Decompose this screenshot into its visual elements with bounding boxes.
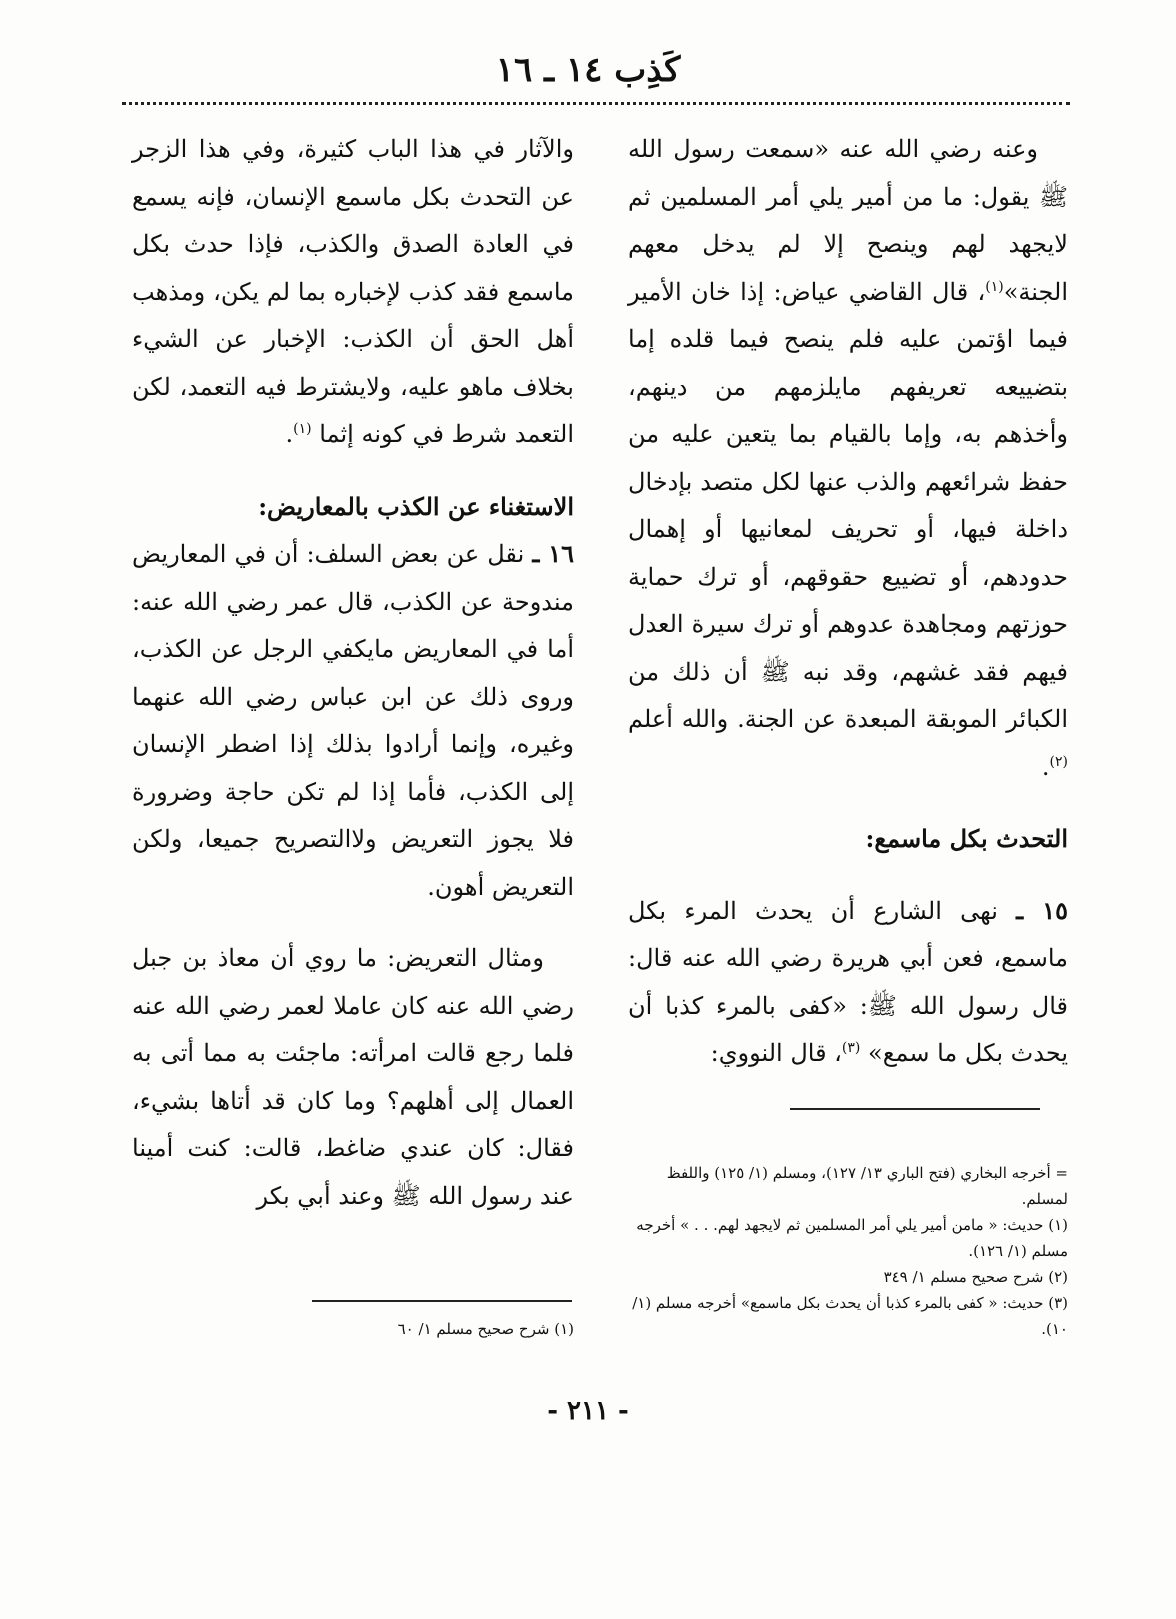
- footnote-rule-right: [790, 1108, 1040, 1110]
- running-title: كَذِب ١٤ ـ ١٦: [495, 50, 681, 90]
- footnote: (٢) شرح صحيح مسلم ١/ ٣٤٩: [883, 1268, 1068, 1286]
- footnote: = أخرجه البخاري (فتح الباري ١٣/ ١٢٧)، ومسلم (١/ ١٢٥) واللفظ لمسلم.: [666, 1164, 1068, 1208]
- section-heading: التحدث بكل ماسمع:: [865, 824, 1068, 853]
- paragraph-end: ، قال النووي:: [710, 1039, 842, 1067]
- footnote: (١) حديث: « مامن أمير يلي أمر المسلمين ثم لايجهد لهم. . . » أخرجه مسلم (١/ ١٢٦).: [636, 1216, 1068, 1260]
- footnote-ref: (١): [985, 278, 1004, 295]
- paragraph-16: [132, 530, 574, 911]
- section-number: ١٥ ـ: [1016, 895, 1068, 925]
- paragraph-text: نهى الشارع أن يحدث المرء بكل ماسمع، فعن أبي هريرة رضي الله عنه قال: قال رسول الله ﷺ: «كفى بالمرء كذبا أن يحدث بكل ما سمع»: [628, 896, 1068, 1067]
- footnote-ref: (١): [293, 421, 312, 437]
- left-column: [132, 126, 574, 1220]
- paragraph-text: ، قال القاضي عياض: إذا خان الأمير فيما اؤتمن عليه فلم ينصح فيما قلده إما بتضييعه تعريفهم مايلزمهم من دينهم، وأخذهم به، وإما بالقيام بما يتعين عليه من حفظ شرائعهم والذب عنها لكل متصد بإدخال داخلة فيها، أو تحريف لمعانيها أو إهمال حدودهم، أو تضييع حقوقهم، أو ترك حماية حوزتهم ومجاهدة عدوهم أو ترك سيرة العدل فيهم فقد غشهم، وقد نبه ﷺ أن ذلك من الكبائر الموبقة المبعدة عن الجنة. والله أعلم: [628, 277, 1068, 733]
- footnote-ref: (٢): [1049, 753, 1068, 770]
- header-dotted-rule: [122, 102, 1070, 105]
- footnote: (١) شرح صحيح مسلم ١/ ٦٠: [397, 1320, 574, 1338]
- paragraph-emir-hadith: [628, 126, 1068, 791]
- footnote-ref: (٣): [841, 1040, 861, 1056]
- paragraph-example: ومثال التعريض: ما روي أن معاذ بن جبل رضي الله عنه كان عاملا لعمر رضي الله عنه فلما رجع قالت امرأته: ماجئت به مما أتى به العمال إلى أهلهم؟ وما كان قد أتاها بشيء، فقال: كان عندي ضاغط، قالت: كنت أمينا عند رسول الله ﷺ وعند أبي بكر: [132, 944, 574, 1210]
- page-number: - ٢١١ -: [547, 1396, 629, 1426]
- section-number: ١٦ ـ: [532, 539, 574, 568]
- footnotes-right: [628, 1160, 1068, 1342]
- paragraph-text: والآثار في هذا الباب كثيرة، وفي هذا الزجر عن التحدث بكل ماسمع الإنسان، فإنه يسمع في العادة الصدق والكذب، فإذا حدث بكل ماسمع فقد كذب لإخباره بما لم يكن، ومذهب أهل الحق أن الكذب: الإخبار عن الشيء بخلاف ماهو عليه، ولايشترط فيه التعمد، لكن التعمد شرط في كونه إثما: [132, 135, 574, 448]
- paragraph-15: [628, 887, 1068, 1078]
- paragraph-text: وعنه رضي الله عنه «سمعت رسول الله ﷺ يقول: ما من أمير يلي أمر المسلمين ثم لايجهد لهم وينصح إلا لم يدخل معهم الجنة»: [628, 135, 1068, 306]
- paragraph-text: نقل عن بعض السلف: أن في المعاريض مندوحة عن الكذب، قال عمر رضي الله عنه: أما في المعاريض مايكفي الرجل عن الكذب، وروى ذلك عن ابن عباس رضي الله عنهما وغيره، وإنما أرادوا بذلك إذا اضطر الإنسان إلى الكذب، فأما إذا لم تكن حاجة وضرورة فلا يجوز التعريض ولاالتصريح جميعا، ولكن التعريض أهون.: [132, 540, 574, 901]
- footnotes-left: [300, 1316, 574, 1342]
- footnote-rule-left: [312, 1300, 572, 1302]
- paragraph-athar: [132, 126, 574, 459]
- section-heading: الاستغناء عن الكذب بالمعاريض:: [258, 491, 574, 521]
- paragraph-end: .: [1041, 752, 1050, 781]
- footnote: (٣) حديث: « كفى بالمرء كذبا أن يحدث بكل ماسمع» أخرجه مسلم (١/ ١٠).: [632, 1294, 1068, 1338]
- right-column: [628, 126, 1068, 1078]
- paragraph-end: .: [285, 420, 294, 448]
